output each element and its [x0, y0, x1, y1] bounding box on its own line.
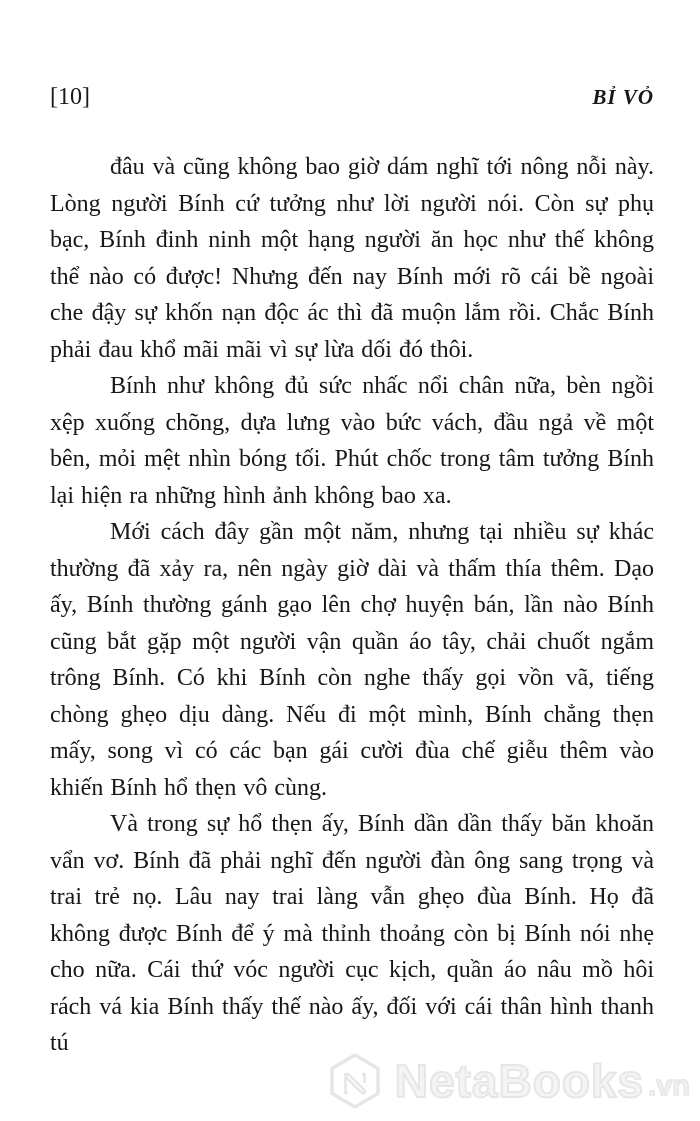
page-number: [10]	[50, 84, 90, 110]
paragraph: Bính như không đủ sức nhấc nổi chân nữa, bèn ngồi xệp xuống chõng, dựa lưng vào bức vách, đầu ngả về một bên, mỏi mệt nhìn bóng tối. Phút chốc trong tâm tưởng Bính lại hiện ra những hình ảnh không bao xa.	[50, 373, 654, 509]
watermark-brand: NetaBooks	[394, 1055, 645, 1107]
paragraph: Mới cách đây gần một năm, nhưng tại nhiều sự khác thường đã xảy ra, nên ngày giờ dài và thấm thía thêm. Dạo ấy, Bính thường gánh gạo lên chợ huyện bán, lần nào Bính cũng bắt gặp một người vận quần áo tây, chải chuốt ngắm trông Bính. Có khi Bính còn nghe thấy gọi vồn vã, tiếng chòng ghẹo dịu dàng. Nếu đi một mình, Bính chẳng thẹn mấy, song vì có các bạn gái cười đùa chế giễu thêm vào khiến Bính hổ thẹn vô cùng.	[50, 519, 654, 801]
netabooks-watermark	[329, 1051, 690, 1111]
body-text	[50, 149, 654, 1062]
running-title: BỈ VỎ	[592, 85, 654, 109]
page-header	[50, 84, 654, 111]
paragraph: Và trong sự hổ thẹn ấy, Bính dần dần thấy băn khoăn vẩn vơ. Bính đã phải nghĩ đến người đàn ông sang trọng và trai trẻ nọ. Lâu nay trai làng vẫn ghẹo đùa Bính. Họ đã không được Bính để ý mà thỉnh thoảng còn bị Bính nói nhẹ cho nữa. Cái thứ vóc người cục kịch, quần áo nâu mồ hôi rách vá kia Bính thấy thế nào ấy, đối với cái thân hình thanh tú	[50, 811, 654, 1056]
hexagon-n-icon	[329, 1051, 381, 1111]
watermark-tld: .vn	[648, 1069, 690, 1102]
paragraph: đâu và cũng không bao giờ dám nghĩ tới nông nỗi này. Lòng người Bính cứ tưởng như lời người nói. Còn sự phụ bạc, Bính đinh ninh một hạng người ăn học như thế không thể nào có được! Nhưng đến nay Bính mới rõ cái bề ngoài che đậy sự khốn nạn độc ác thì đã muộn lắm rồi. Chắc Bính phải đau khổ mãi mãi vì sự lừa dối đó thôi.	[50, 154, 654, 363]
